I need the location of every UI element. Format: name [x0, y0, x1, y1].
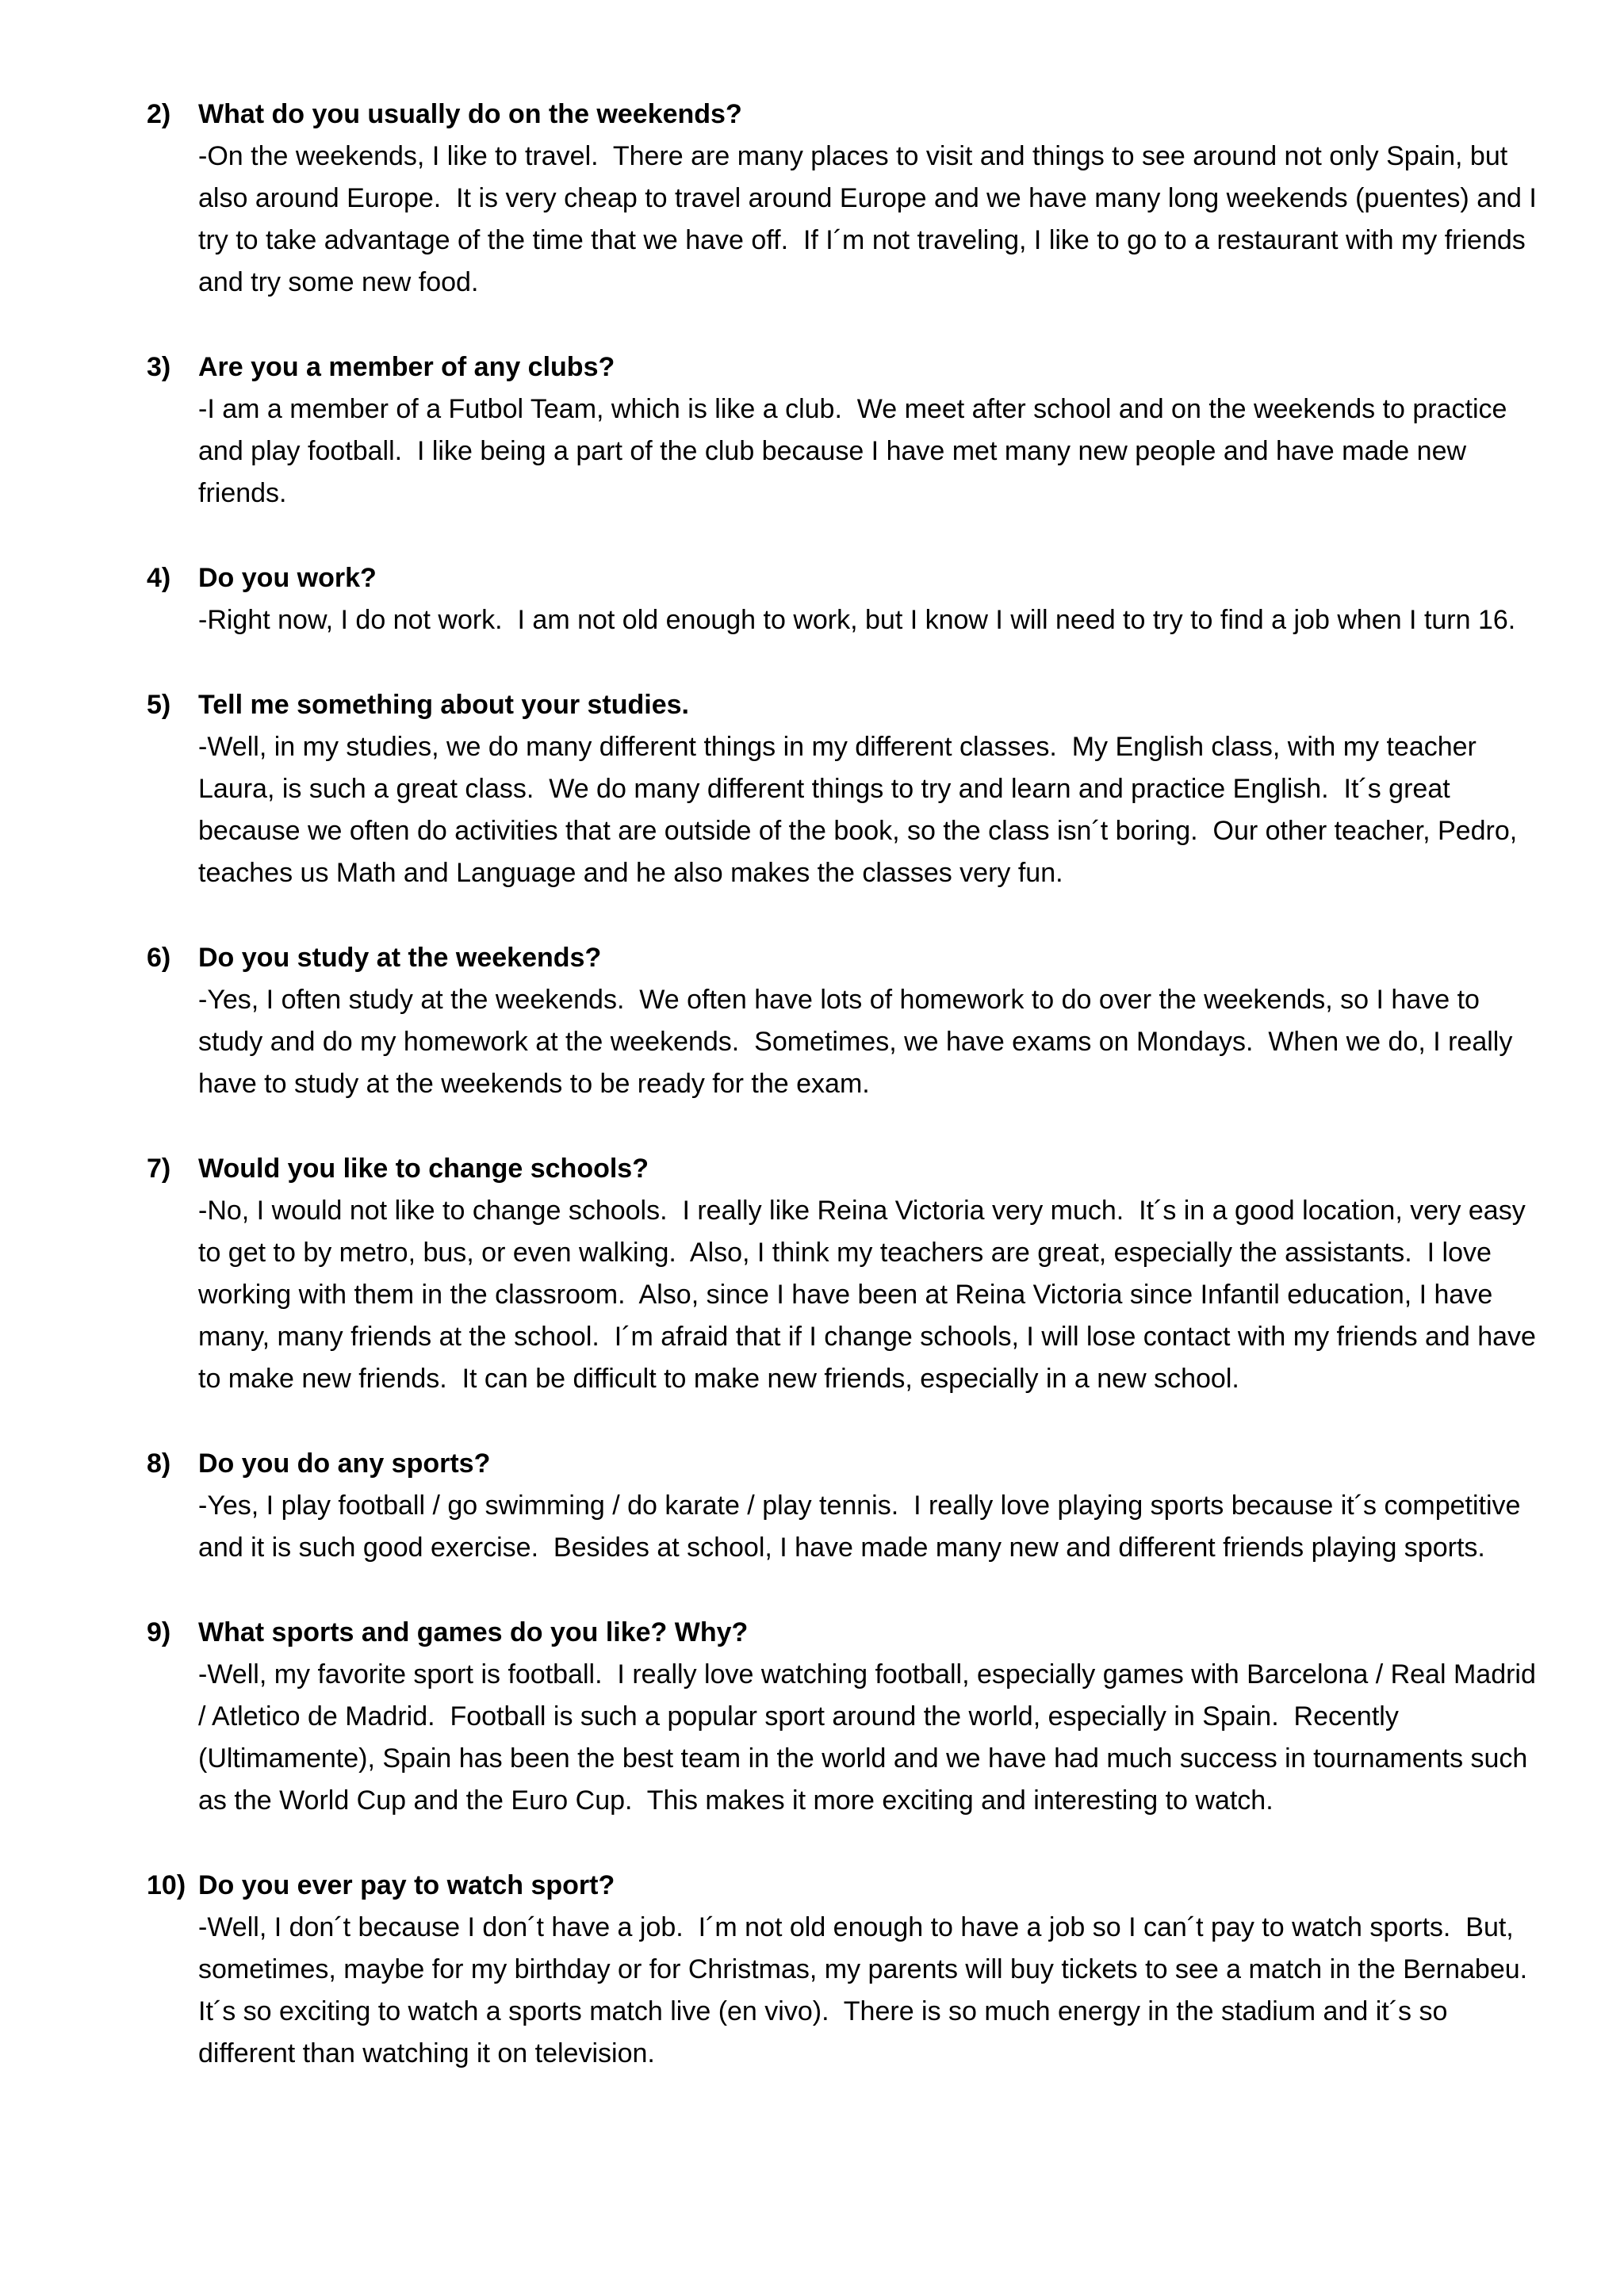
question-number: 2)	[147, 99, 171, 129]
qa-item-4	[147, 557, 1537, 641]
qa-item-10	[147, 1865, 1542, 2075]
question-number: 4)	[147, 563, 171, 593]
answer-text: -Right now, I do not work. I am not old enough to work, but I know I will need to try to find a job when I turn 16.	[198, 605, 1516, 635]
qa-item-5	[147, 684, 1537, 894]
question-number: 6)	[147, 943, 171, 973]
question-number: 8)	[147, 1448, 171, 1479]
answer-text: -On the weekends, I like to travel. There are many places to visit and things to see around not only Spain, but also around Europe. It is very cheap to travel around Europe and we have many long weekends (puentes) and I try to take advantage of the time that we have off. If I´m not traveling, I like to go to a restaurant with my friends and try some new food.	[198, 141, 1545, 297]
question-text: Are you a member of any clubs?	[198, 352, 615, 382]
answer-text: -Well, I don´t because I don´t have a job. I´m not old enough to have a job so I can´t pay to watch sports. But, sometimes, maybe for my birthday or for Christmas, my parents will buy tickets to see a match in the Bernabeu. It´s so exciting to watch a sports match live (en vivo). There is so much energy in the stadium and it´s so different than watching it on television.	[198, 1912, 1542, 2068]
question-text: Do you do any sports?	[198, 1448, 491, 1479]
question-text: Would you like to change schools?	[198, 1154, 649, 1184]
qa-item-3	[147, 346, 1537, 515]
question-number: 3)	[147, 352, 171, 382]
question-number: 5)	[147, 690, 171, 720]
question-text: Do you work?	[198, 563, 377, 593]
qa-item-8	[147, 1443, 1537, 1569]
qa-item-7	[147, 1148, 1544, 1400]
answer-text: -I am a member of a Futbol Team, which is like a club. We meet after school and on the weekends to practice and play football. I like being a part of the club because I have met many new people and have made new friends.	[198, 394, 1515, 508]
question-number: 9)	[147, 1617, 171, 1647]
qa-item-2	[147, 94, 1545, 304]
question-text: What sports and games do you like? Why?	[198, 1617, 749, 1647]
question-number: 7)	[147, 1154, 171, 1184]
answer-text: -Yes, I often study at the weekends. We often have lots of homework to do over the weekends, so I have to study and do my homework at the weekends. Sometimes, we have exams on Mondays. When we do, I really have to study at the weekends to be ready for the exam.	[198, 985, 1520, 1099]
qa-item-9	[147, 1612, 1544, 1822]
question-text: What do you usually do on the weekends?	[198, 99, 742, 129]
answer-text: -Well, my favorite sport is football. I really love watching football, especially games with Barcelona / Real Madrid / Atletico de Madrid. Football is such a popular sport around the world, especially in Spain. Recently (Ultimamente), Spain has been the best team in the world and we have had much success in tournaments such as the World Cup and the Euro Cup. This makes it more exciting and interesting to watch.	[198, 1659, 1544, 1816]
answer-text: -Yes, I play football / go swimming / do karate / play tennis. I really love playing sports because it´s competitive and it is such good exercise. Besides at school, I have made many new and different friends playing sports.	[198, 1490, 1528, 1563]
answer-text: -No, I would not like to change schools. I really like Reina Victoria very much. It´s in a good location, very easy to get to by metro, bus, or even walking. Also, I think my teachers are great, especially the assistants. I love working with them in the classroom. Also, since I have been at Reina Victoria since Infantil education, I have many, many friends at the school. I´m afraid that if I change schools, I will lose contact with my friends and have to make new friends. It can be difficult to make new friends, especially in a new school.	[198, 1196, 1544, 1394]
question-text: Do you study at the weekends?	[198, 943, 602, 973]
question-text: Do you ever pay to watch sport?	[198, 1870, 615, 1900]
qa-item-6	[147, 937, 1537, 1105]
question-number: 10)	[147, 1870, 186, 1900]
question-text: Tell me something about your studies.	[198, 690, 690, 720]
answer-text: -Well, in my studies, we do many different things in my different classes. My English class, with my teacher Laura, is such a great class. We do many different things to try and learn and practice English. It´s great because we often do activities that are outside of the book, so the class isn´t boring. Our other teacher, Pedro, teaches us Math and Language and he also makes the classes very fun.	[198, 732, 1525, 888]
